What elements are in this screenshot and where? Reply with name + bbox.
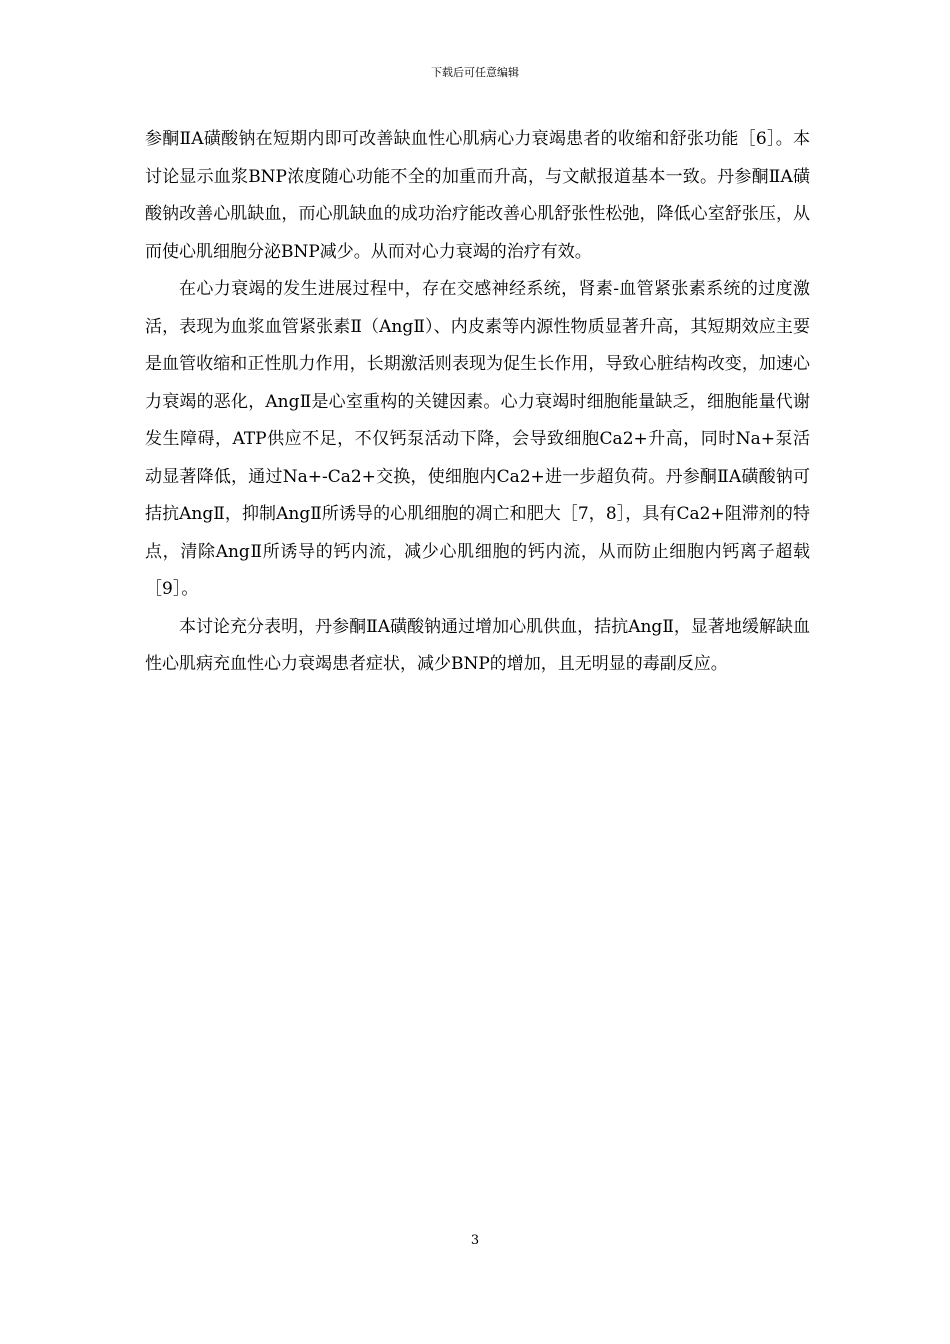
paragraph-1: 参酮ⅡA磺酸钠在短期内即可改善缺血性心肌病心力衰竭患者的收缩和舒张功能［6］。本讨论显示血浆BNP浓度随心功能不全的加重而升高，与文献报道基本一致。丹参酮ⅡA磺酸钠改善心肌缺血，而心肌缺血的成功治疗能改善心肌舒张性松弛，降低心室舒张压，从而使心肌细胞分泌BNP减少。从而对心力衰竭的治疗有效。 [145, 129, 810, 262]
document-body [145, 121, 810, 684]
page-number: 3 [470, 1233, 480, 1248]
paragraph-3: 本讨论充分表明，丹参酮ⅡA磺酸钠通过增加心肌供血，拮抗AngⅡ，显著地缓解缺血性心肌病充血性心力衰竭患者症状，减少BNP的增加，且无明显的毒副反应。 [145, 616, 810, 674]
page-header: 下载后可任意编辑 [431, 66, 519, 79]
paragraph-2: 在心力衰竭的发生进展过程中，存在交感神经系统，肾素-血管紧张素系统的过度激活，表现为血浆血管紧张素Ⅱ（AngⅡ）、内皮素等内源性物质显著升高，其短期效应主要是血管收缩和正性肌力作用，长期激活则表现为促生长作用，导致心脏结构改变，加速心力衰竭的恶化，AngⅡ是心室重构的关键因素。心力衰竭时细胞能量缺乏，细胞能量代谢发生障碍，ATP供应不足，不仅钙泵活动下降，会导致细胞Ca2+升高，同时Na+泵活动显著降低，通过Na+-Ca2+交换，使细胞内Ca2+进一步超负荷。丹参酮ⅡA磺酸钠可拮抗AngⅡ，抑制AngⅡ所诱导的心肌细胞的凋亡和肥大［7，8］，具有Ca2+阻滞剂的特点，清除AngⅡ所诱导的钙内流，减少心肌细胞的钙内流，从而防止细胞内钙离子超载［9］。 [145, 279, 810, 599]
